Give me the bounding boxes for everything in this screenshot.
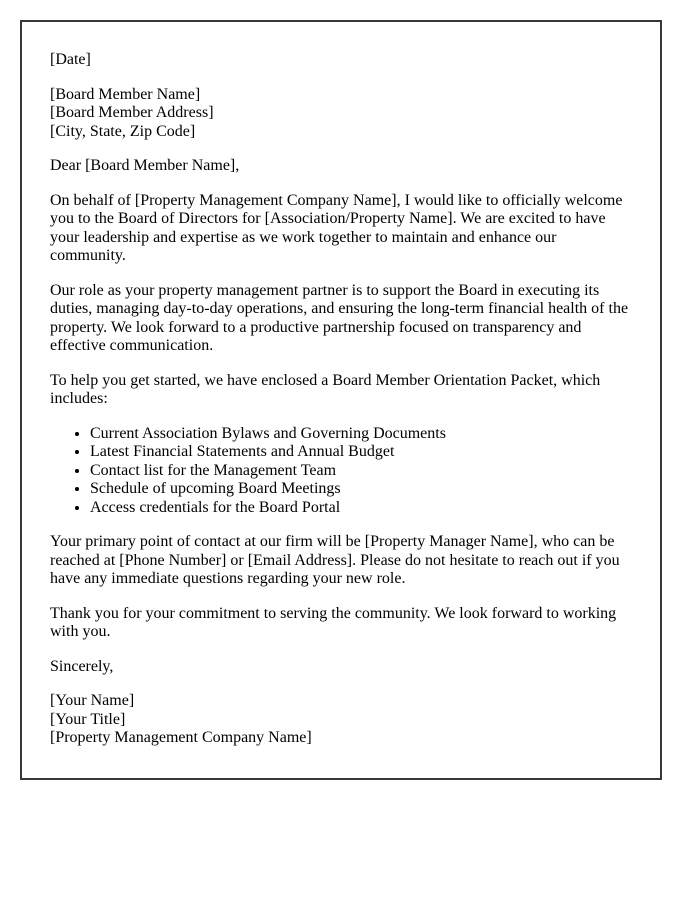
- signature-block: [50, 692, 633, 748]
- enclosure-item: • Access credentials for the Board Portal: [90, 499, 633, 518]
- letter-page: [20, 20, 662, 780]
- paragraph-thanks: Thank you for your commitment to serving the community. We look forward to working with you.: [50, 604, 617, 640]
- letter-date: [Date]: [50, 51, 91, 68]
- paragraph-intro: On behalf of [Property Management Company Name], I would like to officially welcome you to the Board of Directors for [Association/Property Name]. We are excited to have your leadership and expertise as we work together to maintain and enhance our community.: [50, 191, 623, 264]
- paragraph-packet-intro: To help you get started, we have enclosed a Board Member Orientation Packet, which includes:: [50, 371, 601, 407]
- salutation: Dear [Board Member Name],: [50, 157, 240, 174]
- recipient-name: [Board Member Name]: [50, 85, 201, 103]
- signature-company: [Property Management Company Name]: [50, 729, 312, 746]
- letter-body: [50, 51, 633, 748]
- signature-title: [Your Title]: [50, 710, 126, 728]
- recipient-address: [Board Member Address]: [50, 104, 214, 121]
- recipient-city-state-zip: [City, State, Zip Code]: [50, 122, 196, 140]
- paragraph-role: Our role as your property management partner is to support the Board in executing its duties, managing day-to-day operations, and ensuring the long-term financial health of the property. We look forward to a productive partnership focused on transparency and effective communication.: [50, 281, 629, 354]
- enclosure-item: • Latest Financial Statements and Annual Budget: [90, 443, 633, 462]
- paragraph-contact: Your primary point of contact at our firm will be [Property Manager Name], who can be reached at [Phone Number] or [Email Address]. Please do not hesitate to reach out if you have any immediate questions regarding your new role.: [50, 533, 620, 587]
- enclosure-item: • Contact list for the Management Team: [90, 462, 633, 481]
- closing: Sincerely,: [50, 657, 114, 675]
- enclosures-list: [50, 425, 633, 518]
- enclosure-item: • Schedule of upcoming Board Meetings: [90, 480, 633, 499]
- enclosure-item: • Current Association Bylaws and Governing Documents: [90, 425, 633, 444]
- signature-name: [Your Name]: [50, 692, 135, 709]
- recipient-address-block: [50, 86, 633, 142]
